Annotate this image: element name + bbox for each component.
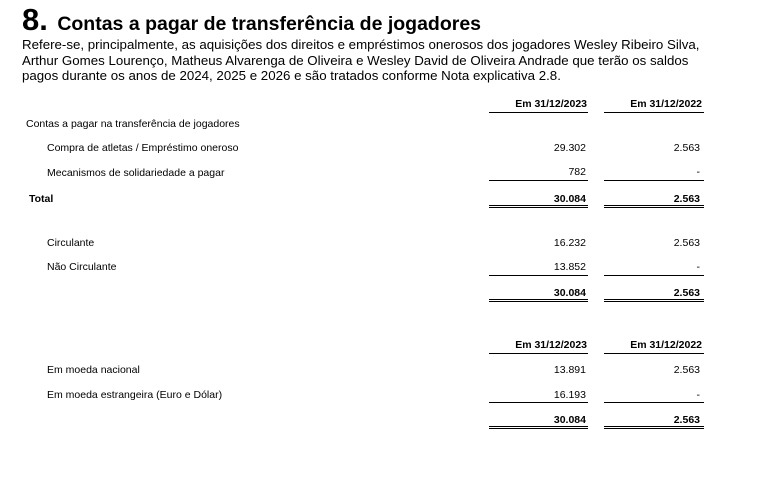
value-2023: 13.852 [553, 261, 586, 273]
header-underline [489, 112, 588, 113]
value-2022: - [696, 166, 700, 178]
row-label: Em moeda nacional [47, 364, 140, 376]
row-label: Circulante [47, 237, 95, 249]
value-2022: - [696, 389, 700, 401]
subtotal-line [604, 180, 704, 181]
subtotal-line [489, 402, 588, 403]
value-2023: 782 [568, 166, 586, 178]
total-2023: 30.084 [553, 287, 586, 299]
value-2023: 16.193 [553, 389, 586, 401]
value-2022: - [696, 261, 700, 273]
column-header-2023: Em 31/12/2023 [515, 339, 587, 351]
section-title: Contas a pagar de transferência de jogadores [57, 13, 482, 35]
total-label: Total [29, 193, 54, 205]
value-2023: 13.891 [553, 364, 586, 376]
row-label: Compra de atletas / Empréstimo oneroso [47, 142, 239, 154]
total-double-line [604, 299, 704, 302]
section-heading [22, 2, 481, 38]
row-label: Em moeda estrangeira (Euro e Dólar) [47, 389, 223, 401]
total-2022: 2.563 [673, 414, 700, 426]
subtotal-line [604, 275, 704, 276]
value-2023: 29.302 [553, 142, 586, 154]
total-double-line [604, 205, 704, 208]
header-underline [604, 112, 704, 113]
value-2023: 16.232 [553, 237, 586, 249]
total-2022: 2.563 [673, 287, 700, 299]
total-double-line [489, 426, 588, 429]
header-underline [604, 353, 704, 354]
total-2023: 30.084 [553, 193, 586, 205]
value-2022: 2.563 [673, 237, 700, 249]
subtotal-line [604, 402, 704, 403]
column-header-2022: Em 31/12/2022 [630, 339, 702, 351]
section-number: 8. [22, 2, 48, 37]
group-label: Contas a pagar na transferência de jogadores [26, 118, 240, 130]
value-2022: 2.563 [673, 364, 700, 376]
subtotal-line [489, 180, 588, 181]
row-label: Mecanismos de solidariedade a pagar [47, 167, 225, 179]
total-2022: 2.563 [673, 193, 700, 205]
row-label: Não Circulante [47, 261, 117, 273]
intro-paragraph: Refere-se, principalmente, as aquisições dos direitos e empréstimos onerosos dos jogadores Wesley Ribeiro Silva, Arthur Gomes Lourenço, Matheus Alvarenga de Oliveira e Wesley David de Oliveira Andrade que terão os saldos pagos durante os anos de 2024, 2025 e 2026 e são tratados conforme Nota explicativa 2.8. [22, 37, 700, 83]
total-double-line [489, 205, 588, 208]
value-2022: 2.563 [673, 142, 700, 154]
subtotal-line [489, 275, 588, 276]
total-double-line [604, 426, 704, 429]
header-underline [489, 353, 588, 354]
column-header-2022: Em 31/12/2022 [630, 98, 702, 110]
total-double-line [489, 299, 588, 302]
column-header-2023: Em 31/12/2023 [515, 98, 587, 110]
total-2023: 30.084 [553, 414, 586, 426]
